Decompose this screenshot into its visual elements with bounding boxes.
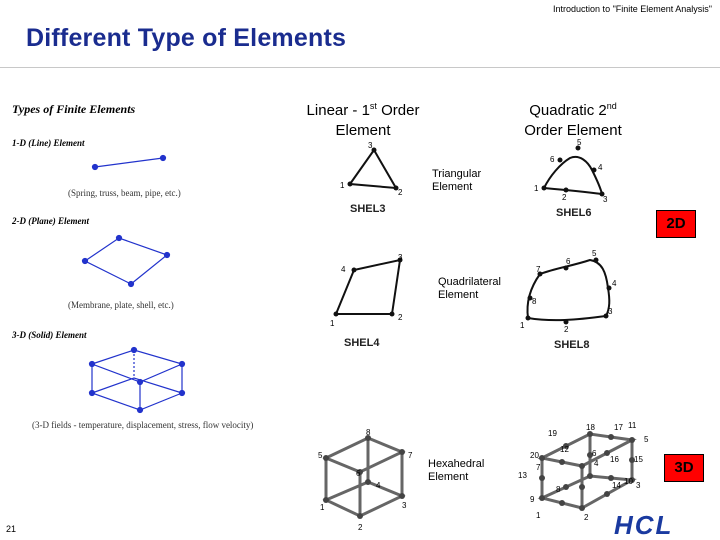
shel8-node-2: 2 bbox=[564, 325, 569, 334]
linear-column-heading bbox=[280, 96, 446, 141]
hex20-node-17: 17 bbox=[614, 423, 623, 432]
shel6-node-1: 1 bbox=[534, 184, 539, 193]
shel6-node-6: 6 bbox=[550, 155, 555, 164]
hex20-node-9: 9 bbox=[530, 495, 535, 504]
hex20-node-8: 8 bbox=[556, 485, 561, 494]
quadratic-heading-line2: Order Element bbox=[524, 122, 622, 139]
presentation-header-note: Introduction to "Finite Element Analysis" bbox=[553, 4, 712, 14]
page-number: 21 bbox=[6, 524, 17, 534]
shel8-node-5: 5 bbox=[592, 249, 597, 258]
shel8-node-6: 6 bbox=[566, 257, 571, 266]
shel8-node-1: 1 bbox=[520, 321, 525, 330]
hex20-node-4: 4 bbox=[594, 459, 599, 468]
solid-element-sketch bbox=[90, 348, 185, 413]
linear-heading-sup: st bbox=[369, 101, 377, 111]
shel8-node-3: 3 bbox=[608, 307, 613, 316]
triangular-element-label bbox=[432, 168, 481, 194]
quadrilateral-label-line2: Element bbox=[438, 289, 479, 301]
shel8-node-8: 8 bbox=[532, 297, 537, 306]
hcl-logo-text: HCL bbox=[614, 512, 674, 538]
hex8-node-3: 3 bbox=[402, 501, 407, 510]
plane-element-sketch bbox=[83, 236, 170, 287]
hex20-node-10: 10 bbox=[624, 477, 633, 486]
shel6-node-4: 4 bbox=[598, 163, 603, 172]
shel3-diagram bbox=[336, 138, 416, 218]
shel3-node-2: 2 bbox=[398, 188, 403, 197]
solid-element-label: 3-D (Solid) Element bbox=[12, 330, 87, 340]
shel3-node-3: 3 bbox=[368, 141, 373, 150]
quadratic-column-heading bbox=[500, 96, 646, 141]
shel8-node-7: 7 bbox=[536, 265, 541, 274]
shel8-diagram bbox=[516, 248, 626, 354]
hex20-node-3: 3 bbox=[636, 481, 641, 490]
hex20-node-5: 5 bbox=[644, 435, 649, 444]
quadratic-heading-sup: nd bbox=[606, 101, 617, 111]
hex8-node-4: 4 bbox=[376, 481, 381, 490]
line-element-sketch bbox=[93, 156, 166, 170]
hex20-node-18: 18 bbox=[586, 423, 595, 432]
shel4-name: SHEL4 bbox=[344, 337, 380, 349]
hex8-node-1: 1 bbox=[320, 503, 325, 512]
linear-heading-text-end: Order bbox=[376, 102, 420, 119]
shel6-node-3: 3 bbox=[603, 195, 608, 204]
hex8-node-8: 8 bbox=[366, 428, 371, 437]
shel4-node-2: 2 bbox=[398, 313, 403, 322]
shel4-diagram bbox=[326, 250, 416, 350]
hex20-node-13: 13 bbox=[518, 471, 527, 480]
quadratic-heading-text: Quadratic 2 bbox=[529, 102, 607, 119]
hex20-node-7: 7 bbox=[536, 463, 541, 472]
triangular-label-line2: Element bbox=[432, 181, 473, 193]
shel6-node-5: 5 bbox=[577, 138, 582, 147]
hex8-node-6: 6 bbox=[356, 469, 361, 478]
hex20-node-2: 2 bbox=[584, 513, 589, 522]
shel8-name: SHEL8 bbox=[554, 339, 590, 351]
shel6-node-2: 2 bbox=[562, 193, 567, 202]
left-panel-sketches bbox=[0, 0, 300, 440]
linear-heading-text: Linear - 1 bbox=[306, 102, 370, 119]
hex8-node-7: 7 bbox=[408, 451, 413, 460]
quadrilateral-element-label bbox=[438, 276, 501, 302]
hex8-node-2: 2 bbox=[358, 523, 363, 532]
line-element-label: 1-D (Line) Element bbox=[12, 138, 85, 148]
triangular-label-line1: Triangular bbox=[432, 168, 482, 180]
hex20-node-1: 1 bbox=[536, 511, 541, 520]
hex20-node-16: 16 bbox=[610, 455, 619, 464]
hex20-node-11: 11 bbox=[628, 421, 637, 430]
shel3-node-1: 1 bbox=[340, 181, 345, 190]
hex20-node-20: 20 bbox=[530, 451, 539, 460]
hex20-node-6: 6 bbox=[592, 449, 597, 458]
3d-badge: 3D bbox=[664, 454, 704, 482]
hex8-diagram bbox=[306, 424, 416, 536]
line-element-caption: (Spring, truss, beam, pipe, etc.) bbox=[68, 188, 181, 198]
plane-element-label: 2-D (Plane) Element bbox=[12, 216, 89, 226]
solid-element-caption: (3-D fields - temperature, displacement, stress, flow velocity) bbox=[32, 420, 254, 430]
shel6-diagram bbox=[530, 136, 620, 220]
hexahedral-element-label bbox=[428, 458, 484, 484]
shel4-node-1: 1 bbox=[330, 319, 335, 328]
hex8-node-5: 5 bbox=[318, 451, 323, 460]
linear-heading-line2: Element bbox=[335, 122, 391, 139]
shel8-node-4: 4 bbox=[612, 279, 617, 288]
hex20-node-12: 12 bbox=[560, 445, 569, 454]
shel3-name: SHEL3 bbox=[350, 203, 386, 215]
hexahedral-label-line2: Element bbox=[428, 471, 469, 483]
shel4-node-3: 3 bbox=[398, 253, 403, 262]
hcl-logo bbox=[612, 512, 716, 538]
hex20-node-15: 15 bbox=[634, 455, 643, 464]
hexahedral-label-line1: Hexahedral bbox=[428, 458, 485, 470]
hex20-node-14: 14 bbox=[612, 481, 621, 490]
2d-badge: 2D bbox=[656, 210, 696, 238]
shel6-name: SHEL6 bbox=[556, 207, 592, 219]
slide-title: Different Type of Elements bbox=[26, 24, 347, 52]
plane-element-caption: (Membrane, plate, shell, etc.) bbox=[68, 300, 174, 310]
quadrilateral-label-line1: Quadrilateral bbox=[438, 276, 501, 288]
shel4-node-4: 4 bbox=[341, 265, 346, 274]
left-panel-heading: Types of Finite Elements bbox=[12, 102, 136, 116]
hex20-node-19: 19 bbox=[548, 429, 557, 438]
